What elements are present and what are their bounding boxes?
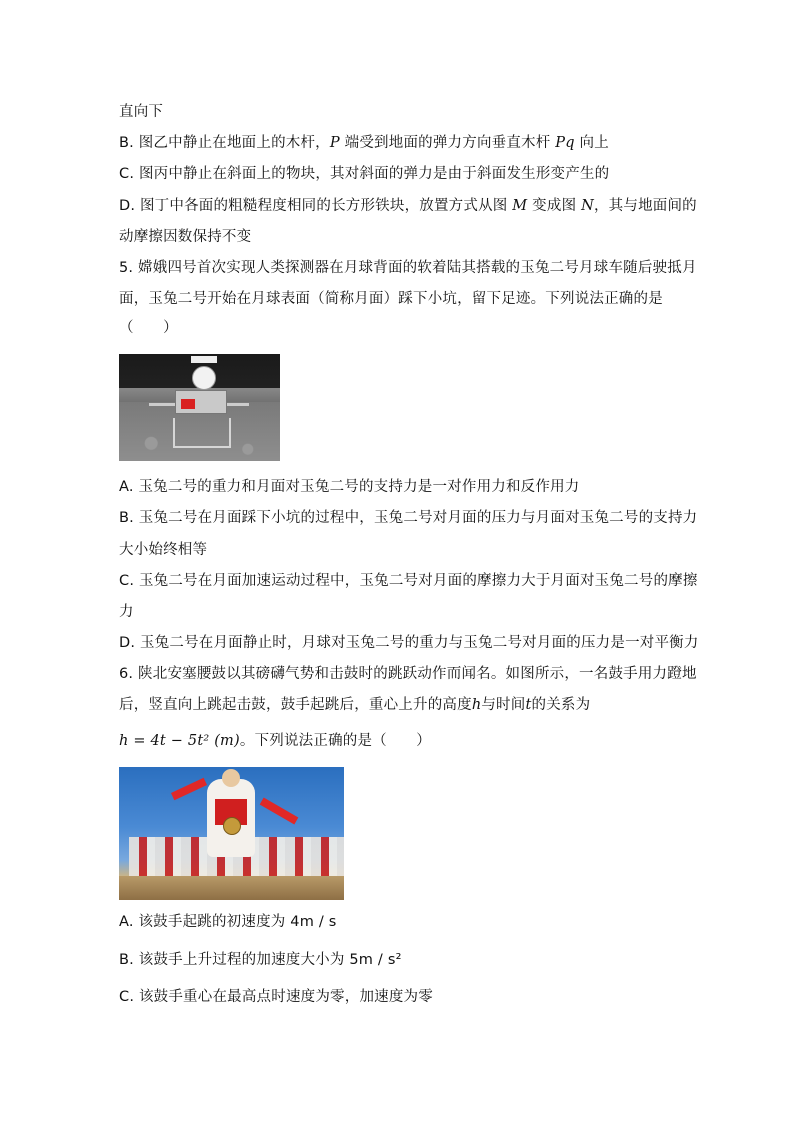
- question-5-option-d: D. 玉兔二号在月面静止时，月球对玉兔二号的重力与玉兔二号对月面的压力是一对平衡力: [119, 635, 699, 651]
- ansai-waist-drum-dancer-photo: [119, 767, 344, 900]
- question-5-option-c: C. 玉兔二号在月面加速运动过程中，玉兔二号对月面的摩擦力大于月面对玉兔二号的摩擦: [119, 573, 698, 589]
- question-6-equation-line: h = 4t − 5t² (m)。下列说法正确的是（ ）: [119, 733, 431, 749]
- height-time-equation: h = 4t − 5t² (m): [119, 733, 240, 749]
- yutu-2-rover-photo: [119, 354, 280, 461]
- question-6-option-a: A. 该鼓手起跳的初速度为 4m / s: [119, 914, 337, 930]
- line-option-c: C. 图丙中静止在斜面上的物块，其对斜面的弹力是由于斜面发生形变产生的: [119, 166, 610, 182]
- question-6-option-b: B. 该鼓手上升过程的加速度大小为 5m / s²: [119, 952, 402, 968]
- question-5-option-b-continued: 大小始终相等: [119, 542, 208, 558]
- line-option-b: B. 图乙中静止在地面上的木杆，P 端受到地面的弹力方向垂直木杆 Pq 向上: [119, 135, 609, 151]
- question-5-stem: 5. 嫦娥四号首次实现人类探测器在月球背面的软着陆其搭载的玉兔二号月球车随后驶抵月: [119, 260, 697, 276]
- question-5-option-a: A. 玉兔二号的重力和月面对玉兔二号的支持力是一对作用力和反作用力: [119, 479, 580, 495]
- question-6-stem: 6. 陕北安塞腰鼓以其磅礴气势和击鼓时的跳跃动作而闻名。如图所示，一名鼓手用力蹬地: [119, 666, 697, 682]
- question-5-option-b: B. 玉兔二号在月面踩下小坑的过程中，玉兔二号对月面的压力与月面对玉兔二号的支持力: [119, 510, 698, 526]
- question-6-stem-continued: 后，竖直向上跳起击鼓，鼓手起跳后，重心上升的高度h与时间t的关系为: [119, 697, 591, 713]
- line-option-d: D. 图丁中各面的粗糙程度相同的长方形铁块，放置方式从图 M 变成图 N，其与地面间的: [119, 198, 697, 214]
- question-5-answer-blank: （ ）: [119, 320, 178, 336]
- question-6-option-c: C. 该鼓手重心在最高点时速度为零，加速度为零: [119, 989, 433, 1005]
- question-5-option-c-continued: 力: [119, 604, 134, 620]
- line-option-a-continued: 直向下: [119, 104, 164, 120]
- line-option-d-continued: 动摩擦因数保持不变: [119, 229, 252, 245]
- question-5-stem-continued: 面，玉兔二号开始在月球表面（简称月面）踩下小坑，留下足迹。下列说法正确的是: [119, 291, 663, 307]
